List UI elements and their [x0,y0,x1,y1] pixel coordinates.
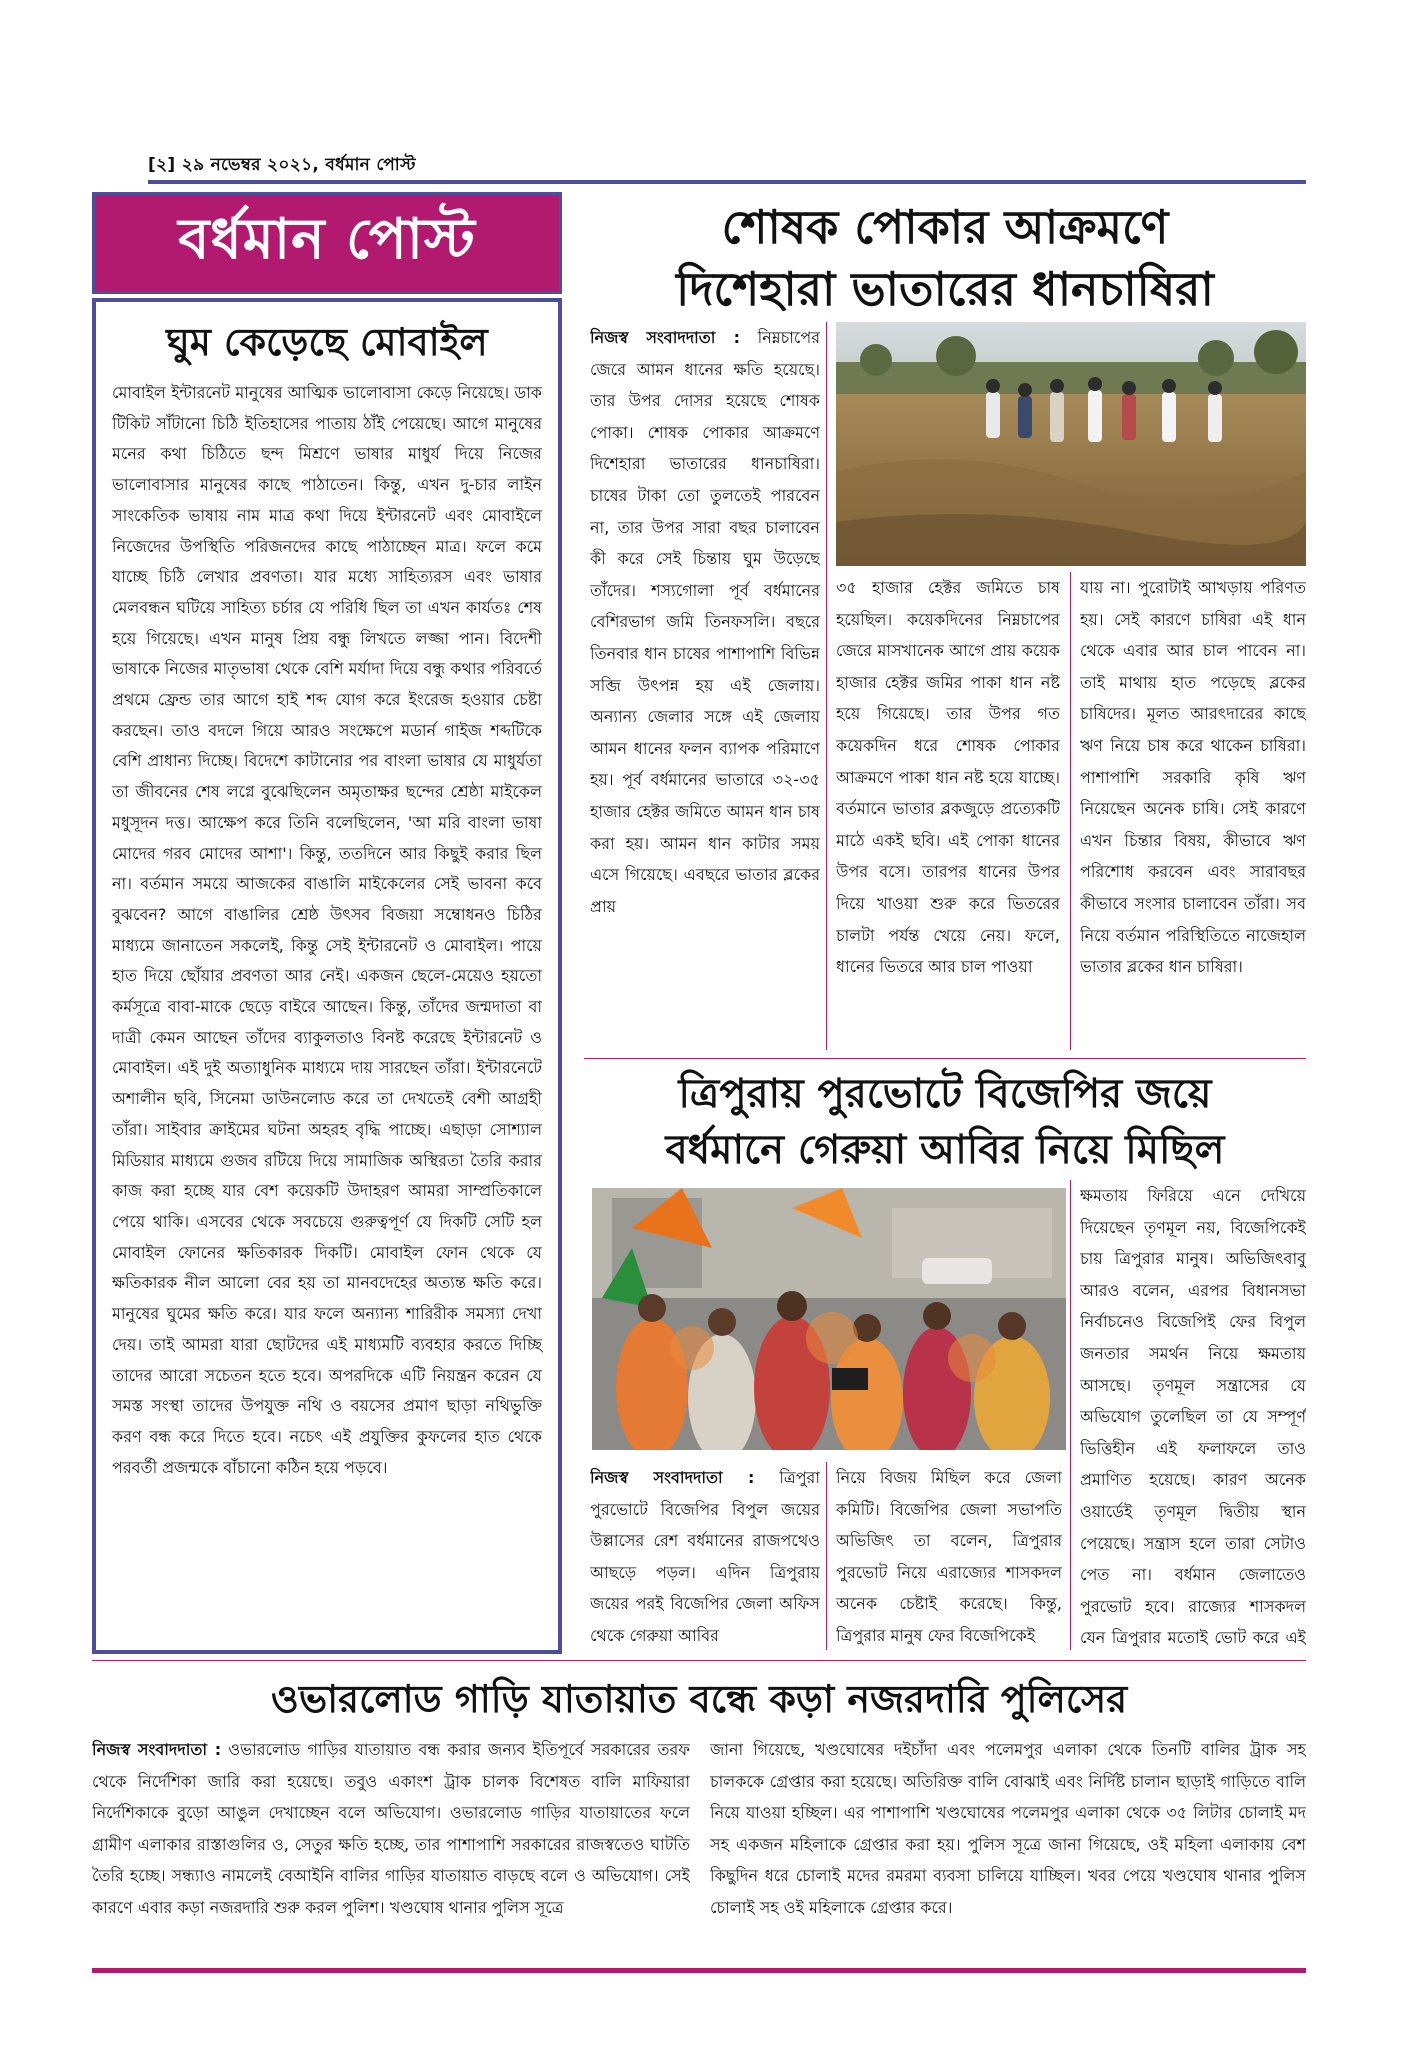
story-mobile-headline: ঘুম কেড়েছে মোবাইল [166,319,488,364]
story-pest-col1 [590,322,820,1050]
folio-rule [148,180,1306,184]
story-tripura-col1 [590,1462,820,1650]
story-tripura-headline [584,1066,1306,1178]
story-mobile-body: মোবাইল ইন্টারনেট মানুষের আত্মিক ভালোবাসা কেড়ে নিয়েছে। ডাক টিকিট সাঁটানো চিঠি ইতিহাসের পাতায় ঠাঁই পেয়েছে। আগে মানুষের মনের কথা চিঠিতে ছন্দ মিশ্রণে ভাষার মাধুর্য দিয়ে নিজের ভালোবাসার মানুষের কাছে পাঠাতেন। কিন্তু, এখন দু-চার লাইন সাংকেতিক ভাষায় নাম মাত্র কথা দিয়ে ইন্টারনেট এবং মোবাইলে নিজেদের উপস্থিতি পরিজনদের কাছে পাঠাচ্ছেন মাত্র। ফলে কমে যাচ্ছে চিঠি লেখার প্রবণতা। যার মধ্যে সাহিত্যরস এবং ভাষার মেলবন্ধন ঘটিয়ে সাহিত্য চর্চার যে পরিধি ছিল তা এখন কার্যতঃ শেষ হয়ে গিয়েছে। এখন মানুষ প্রিয় বন্ধু লিখতে লজ্জা পান। বিদেশী ভাষাকে নিজের মাতৃভাষা থেকে বেশি মর্যাদা দিয়ে বন্ধু কথার পরিবর্তে প্রথমে ফ্রেন্ড তার আগে হাই শব্দ যোগ করে ইংরেজ হওয়ার চেষ্টা করছেন। তাও বদলে গিয়ে আরও সংক্ষেপে মডার্ন গাইজ শব্দটিকে বেশি প্রাধান্য দিচ্ছে। বিদেশে কাটানোর পর বাংলা ভাষার যে মাধুর্যতা তা জীবনের শেষ লগ্নে বুঝেছিলেন অমৃতাক্ষর ছন্দের শ্রেষ্ঠা মাইকেল মধুসূদন দত্ত। আক্ষেপ করে তিনি বলেছিলেন, 'আ মরি বাংলা ভাষা মোদের গরব মোদের আশা'। কিন্তু, ততদিনে আর কিছুই করার ছিল না। বর্তমান সময়ে আজকের বাঙালি মাইকেলের সেই ভাবনা কবে বুঝবেন? আগে বাঙালির শ্রেষ্ঠ উৎসব বিজয়া সম্বোধনও চিঠির মাধ্যমে জানাতেন সকলেই, কিন্তু সেই ইন্টারনেট ও মোবাইল। পায়ে হাত দিয়ে ছোঁয়ার প্রবণতা আর নেই। একজন ছেলে-মেয়েও হয়তো কর্মসূত্রে বাবা-মাকে ছেড়ে বাইরে আছেন। কিন্তু, তাঁদের জন্মদাতা বা দাত্রী কেমন আছেন তাঁদের ব্যাকুলতাও বিনষ্ট করেছে ইন্টারনেট ও মোবাইল। এই দুই অত্যাধুনিক মাধ্যমে দায় সারছেন তাঁরা। ইন্টারনেটে অশালীন ছবি, সিনেমা ডাউনলোড করে তা দেখতেই বেশী আগ্রহী তাঁরা। সাইবার ক্রাইমের ঘটনা অহরহ বৃদ্ধি পাচ্ছে। এছাড়া সোশ্যাল মিডিয়ার মাধ্যমে গুজব রটিয়ে দিয়ে সামাজিক অস্থিরতা তৈরি করার কাজ করা হচ্ছে যার বেশ কয়েকটি উদাহরণ আমরা সাম্প্রতিকালে পেয়ে থাকি। এসবের থেকে সবচেয়ে গুরুত্বপূর্ণ যে দিকটি সেটি হল মোবাইল ফোনের ক্ষতিকারক দিকটি। মোবাইল ফোন থেকে যে ক্ষতিকারক নীল আলো বের হয় তা মানবদেহের অত্যন্ত ক্ষতি করে। মানুষের ঘুমের ক্ষতি করে। যার ফলে অন্যান্য শারিরীক সমস্যা দেখা দেয়। তাই আমরা যারা ছোটদের এই মাধ্যমটি ব্যবহার করতে দিচ্ছি তাদের আরো সচেতন হতে হবে। অপরদিকে এটি নিয়ন্ত্রন করেন যে সমস্ত সংস্থা তাদের উপযুক্ত নথি ও বয়সের প্রমাণ ছাড়া নথিভুক্তি করণ বন্ধ করে দিতে হবে। নচেৎ এই প্রযুক্তির কুফলের হাত থেকে পরবর্তী প্রজন্মকে বাঁচানো কঠিন হয়ে পড়বে। [112,383,542,1477]
rally-photo [592,1188,1066,1450]
story-pest-col1-text: নিম্নচাপের জেরে আমন ধানের ক্ষতি হয়েছে। তার উপর দোসর হয়েছে শোষক পোকা। শোষক পোকার আক্রমণে দিশেহারা ভাতারের ধানচাষিরা। চাষের টাকা তো তুলতেই পারবেন না, তার উপর সারা বছর চালাবেন কী করে সেই চিন্তায় ঘুম উড়েছে তাঁদের। শস্যগোলা পূর্ব বর্ধমানের বেশিরভাগ জমি তিনফসলি। বছরে তিনবার ধান চাষের পাশাপাশি বিভিন্ন সব্জি উৎপন্ন হয় এই জেলায়। অন্যান্য জেলার সঙ্গে এই জেলায় আমন ধানের ফলন ব্যাপক পরিমাণে হয়। পূর্ব বর্ধমানের ভাতারে ৩২-৩৫ হাজার হেক্টর জমিতে আমন ধান চাষ করা হয়। আমন ধান কাটার সময় এসে গিয়েছে। এবছরে ভাতার ব্লকের প্রায় [590,328,820,916]
story-overload-byline: নিজস্ব সংবাদদাতা : [92,1740,222,1759]
story-overload-headline: ওভারলোড গাড়ি যাতায়াত বন্ধে কড়া নজরদারি পুলিসের [270,1676,1128,1721]
column-divider [826,1462,827,1650]
section-divider [584,1058,1306,1059]
story-tripura-headline-line2: বর্ধমানে গেরুয়া আবির নিয়ে মিছিল [665,1126,1225,1173]
story-pest-col2: ৩৫ হাজার হেক্টর জমিতে চাষ হয়েছিল। কয়েকদিনের নিম্নচাপের জেরে মাসখানেক আগে প্রায় কয়েক হাজার হেক্টর জমির পাকা ধান নষ্ট হয়ে গিয়েছে। তার উপর গত কয়েকদিন ধরে শোষক পোকার আক্রমণে পাকা ধান নষ্ট হয়ে যাচ্ছে। বর্তমানে ভাতার ব্লকজুড়ে প্রত্যেকটি মাঠে একই ছবি। এই পোকা ধানের উপর বসে। তারপর ধানের উপর দিয়ে খাওয়া শুরু করে ভিতরের চালটা পর্যন্ত খেয়ে নেয়। ফলে, ধানের ভিতরে আর চাল পাওয়া [836,578,1060,977]
story-pest-headline-line2: দিশেহারা ভাতারের ধানচাষিরা [676,262,1214,316]
column-divider [1070,572,1071,1050]
story-overload-col1 [92,1734,690,1958]
story-tripura-headline-line1: ত্রিপুরায় পুরভোটে বিজেপির জয়ে [678,1070,1212,1117]
paddy-field-photo [836,322,1306,566]
column-divider [1070,1180,1071,1650]
story-pest-col3: যায় না। পুরোটাই আখড়ায় পরিণত হয়। সেই কারণে চাষিরা এই ধান থেকে এবার আর চাল পাবেন না। তাই মাথায় হাত পড়েছে ব্লকের চাষিদের। মূলত আরৎদারের কাছে ঋণ নিয়ে চাষ করে থাকেন চাষিরা। পাশাপাশি সরকারি কৃষি ঋণ নিয়েছেন অনেক চাষি। সেই কারণে এখন চিন্তার বিষয়, কীভাবে ঋণ পরিশোধ করবেন এবং সারাবছর কীভাবে সংসার চালাবেন তাঁরা। সব নিয়ে বর্তমান পরিস্থিতিতে নাজেহাল ভাতার ব্লকের ধান চাষিরা। [1080,578,1306,977]
story-pest-byline: নিজস্ব সংবাদদাতা : [590,328,740,347]
story-pest-headline-line1: শোষক পোকার আক্রমণে [721,200,1169,254]
masthead-title: বর্ধমান পোস্ট [178,206,476,272]
story-tripura-col2: নিয়ে বিজয় মিছিল করে জেলা কমিটি। বিজেপির জেলা সভাপতি অভিজিৎ তা বলেন, ত্রিপুরার পুরভোট নিয়ে এরাজ্যের শাসকদল অনেক চেষ্টাই করেছে। কিন্তু, ত্রিপুরার মানুষ ফের বিজেপিকেই [836,1468,1062,1645]
bottom-rule [92,1968,1306,1973]
story-overload-col1-text: ওভারলোড গাড়ির যাতায়াত বন্ধ করার জন্যব ইতিপূর্বে সরকারের তরফ থেকে নির্দেশিকা জারি করা হয়েছে। তবুও একাংশ ট্রাক চালক বিশেষত বালি মাফিয়ারা নির্দেশিকাকে বুড়ো আঙুল দেখাচ্ছেন বলে অভিযোগ। ওভারলোড গাড়ির যাতায়াতের ফলে গ্রামীণ এলাকার রাস্তাগুলির ও, সেতুর ক্ষতি হচ্ছে, তার পাশাপাশি সরকারের রাজস্বতেও ঘাটতি তৈরি হচ্ছে। সন্ধ্যাও নামলেই বেআইনি বালির গাড়ির যাতায়াত বাড়ছে বলে ও অভিযোগ। সেই কারণে এবার কড়া নজরদারি শুরু করল পুলিশ। খণ্ডঘোষ থানার পুলিস সূত্রে [92,1740,690,1917]
story-tripura-right-col: ক্ষমতায় ফিরিয়ে এনে দেখিয়ে দিয়েছেন তৃণমূল নয়, বিজেপিকেই চায় ত্রিপুরার মানুষ। অভিজিৎবাবু আরও বলেন, এরপর বিধানসভা নির্বাচনেও বিজেপিই ফের বিপুল জনতার সমর্থন নিয়ে ক্ষমতায় আসছে। তৃণমূল সন্ত্রাসের যে অভিযোগ তুলেছিল তা যে সম্পূর্ণ ভিত্তিহীন এই ফলাফলে তাও প্রমাণিত হয়েছে। কারণ অনেক ওয়ার্ডেই তৃণমূল দ্বিতীয় স্থান পেয়েছে। সন্ত্রাস হলে তারা সেটাও পেত না। বর্ধমান জেলাতেও পুরভোট হবে। রাজ্যের শাসকদল যেন ত্রিপুরার মতোই ভোট করে এই [1080,1186,1306,1648]
story-mobile [92,298,562,1654]
story-overload-col2: জানা গিয়েছে, খণ্ডঘোষের দইচাঁদা এবং পলেমপুর এলাকা থেকে তিনটি বালির ট্রাক সহ চালককে গ্রেপ্তার করা হয়েছে। অতিরিক্ত বালি বোঝাই এবং নির্দিষ্ট চালান ছাড়াই গাড়িতে বালি নিয়ে যাওয়া হচ্ছিল। এর পাশাপাশি খণ্ডঘোষের পলেমপুর এলাকা থেকে ৩৫ লিটার চোলাই মদ সহ একজন মহিলাকে গ্রেপ্তার করা হয়। পুলিস সূত্রে জানা গিয়েছে, ওই মহিলা এলাকায় বেশ কিছুদিন ধরে চোলাই মদের রমরমা ব্যবসা চালিয়ে যাচ্ছিল। খবর পেয়ে খণ্ডঘোষ থানার পুলিস চোলাই সহ ওই মহিলাকে গ্রেপ্তার করে। [710,1740,1306,1917]
section-divider [92,1660,1306,1661]
story-tripura-col1-text: ত্রিপুরা পুরভোটে বিজেপির বিপুল জয়ের উল্লাসের রেশ বর্ধমানের রাজপথেও আছড়ে পড়ল। এদিন ত্রিপুরায় জয়ের পরই বিজেপির জেলা অফিস থেকে গেরুয়া আবির [590,1468,820,1645]
story-pest-headline [584,196,1306,320]
masthead [92,192,562,294]
story-tripura-byline: নিজস্ব সংবাদদাতা : [590,1468,755,1487]
page-folio: [২] ২৯ নভেম্বর ২০২১, বর্ধমান পোস্ট [148,155,416,175]
column-divider [826,322,827,1050]
